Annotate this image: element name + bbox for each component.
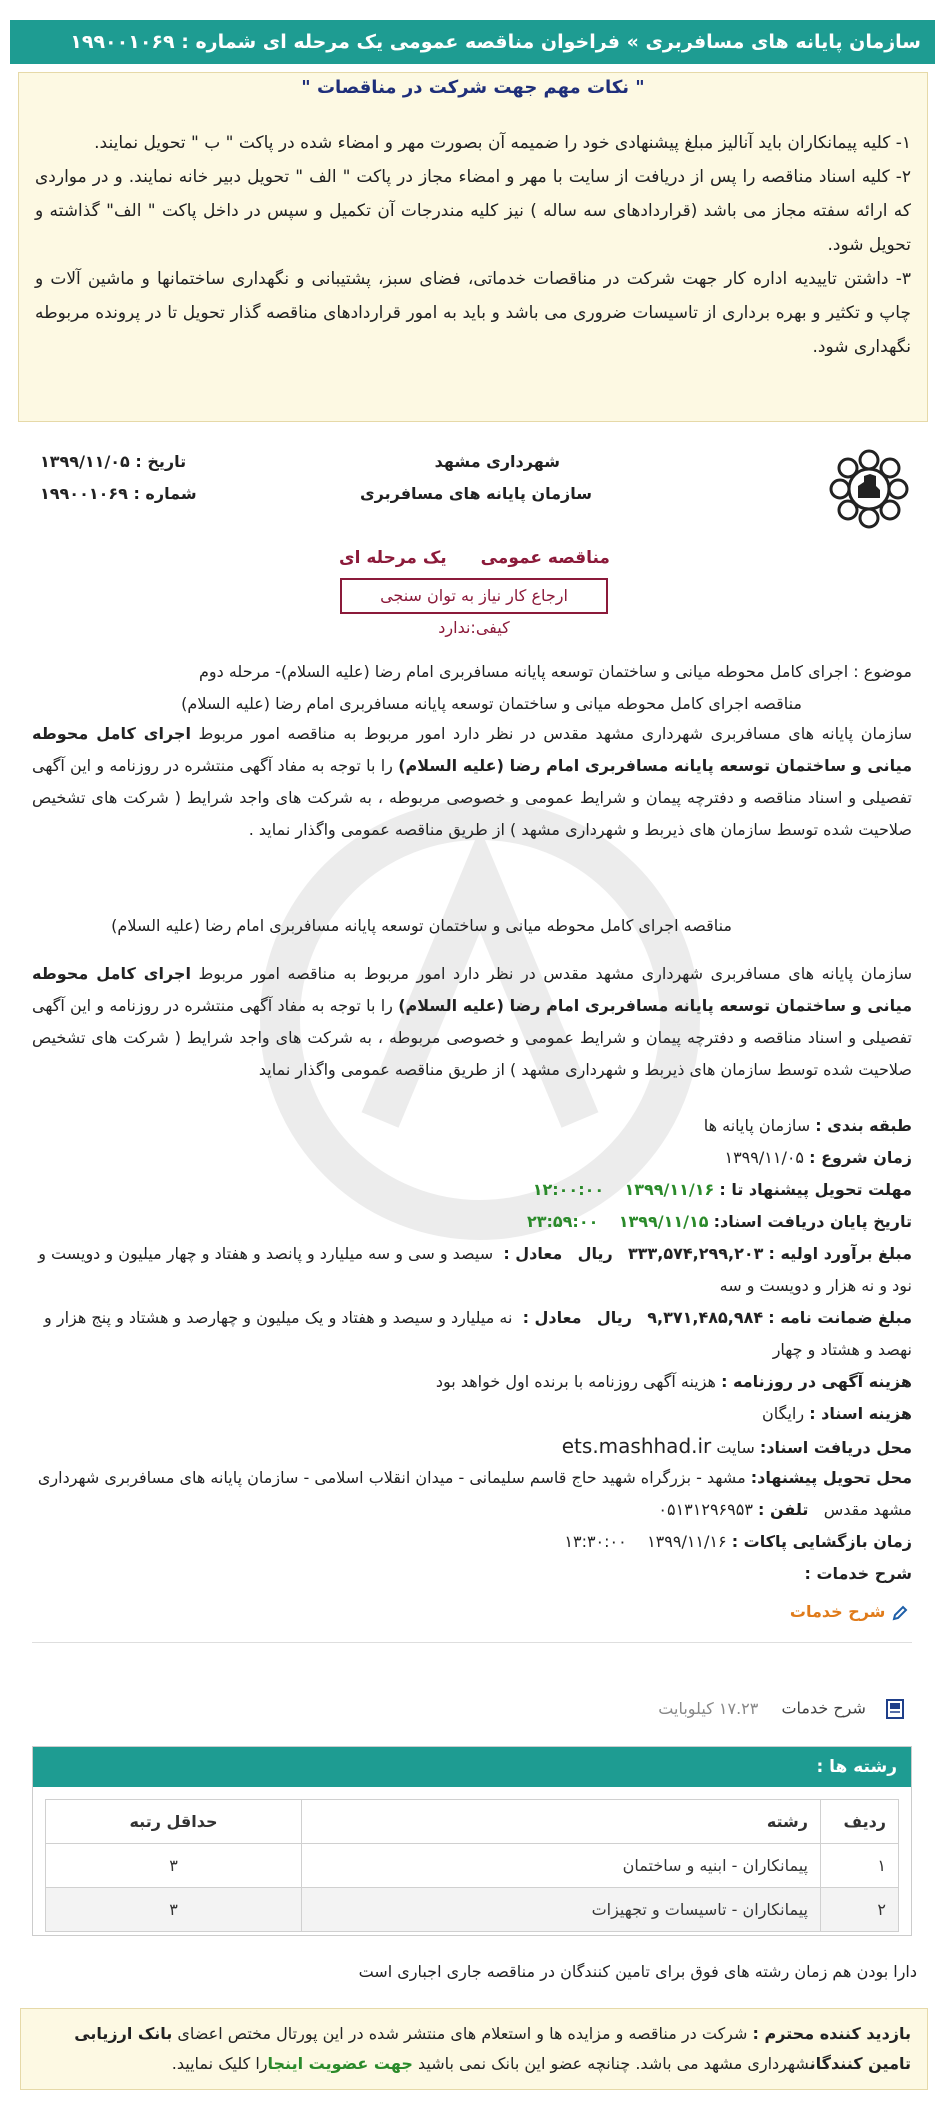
opening-date: ۱۳۹۹/۱۱/۱۶ — [647, 1532, 727, 1551]
fields-panel — [32, 1746, 912, 1936]
estimate-label: مبلغ برآورد اولیه : — [768, 1244, 912, 1263]
edit-pencil-icon — [891, 1604, 909, 1622]
deadline-label: مهلت تحویل پیشنهاد تا : — [719, 1180, 912, 1199]
subject-line: موضوع : اجرای کامل محوطه میانی و ساختمان توسعه پایانه مسافربری امام رضا (علیه السلام)- مرحله دوم — [198, 662, 912, 681]
deadline-date: ۱۳۹۹/۱۱/۱۶ — [624, 1180, 715, 1199]
guarantee-value: ۹,۳۷۱,۴۸۵,۹۸۴ — [647, 1308, 764, 1327]
deadline-row — [32, 1174, 912, 1206]
subject-para-bold: اجرای کامل محوطه میانی و ساختمان توسعه پایانه مسافربری امام رضا (علیه السلام) — [32, 724, 913, 775]
start-label: زمان شروع : — [809, 1148, 912, 1167]
subject-paragraph — [32, 718, 912, 846]
file-size-value: ۱۷.۲۳ — [718, 1698, 759, 1718]
delivery-row — [32, 1462, 912, 1526]
estimate-row — [32, 1238, 912, 1302]
doc-end-label: تاریخ پایان دریافت اسناد: — [713, 1212, 912, 1231]
fields-table — [45, 1799, 899, 1932]
file-name: شرح خدمات — [781, 1698, 866, 1718]
start-value: ۱۳۹۹/۱۱/۰۵ — [724, 1148, 805, 1167]
table-header-row — [46, 1800, 899, 1844]
guarantee-eq-label: معادل : — [522, 1308, 582, 1327]
start-row — [32, 1142, 912, 1174]
row-number: ۱ — [821, 1844, 899, 1888]
ad-cost-label: هزینه آگهی در روزنامه : — [721, 1372, 912, 1391]
table-row — [46, 1844, 899, 1888]
opening-time: ۱۳:۳۰:۰۰ — [564, 1532, 627, 1551]
ad-cost-row — [32, 1366, 912, 1398]
visitor-text-1: شرکت در مناقصه و مزایده ها و استعلام های منتشر شده در این پورتال مختص اعضای — [172, 2024, 753, 2043]
services-file[interactable] — [658, 1698, 905, 1720]
guarantee-label: مبلغ ضمانت نامه : — [768, 1308, 912, 1327]
visitor-label: بازدید کننده محترم : — [752, 2024, 911, 2043]
receive-value: سایت — [716, 1438, 755, 1457]
estimate-eq-label: معادل : — [503, 1244, 563, 1263]
second-para-start: سازمان پایانه های مسافربری شهرداری مشهد مقدس در نظر دارد امور مربوط به مناقصه امور مربوط — [190, 964, 913, 983]
fields-title: رشته ها : — [33, 1747, 911, 1787]
phone-value: ۰۵۱۳۱۲۹۶۹۵۳ — [658, 1500, 753, 1519]
header-row-number: ردیف — [821, 1800, 899, 1844]
file-size-unit: کیلوبایت — [658, 1698, 714, 1718]
doc-cost-label: هزینه اسناد : — [809, 1404, 912, 1423]
opening-row — [32, 1526, 912, 1558]
deadline-time: ۱۲:۰۰:۰۰ — [532, 1180, 605, 1199]
note-item-2: ۲- کلیه اسناد مناقصه را پس از دریافت از سایت با مهر و امضاء مجاز در پاکت " الف " تحویل دبیر خانه نمایند. و در مواردی که ارائه سفته مجاز می باشد (قراردادهای سه ساله ) نیز کلیه مندرجات آن تکمیل و سپس در داخل پاکت " الف" گذاشته و تحویل شود. — [35, 167, 911, 255]
category-label: طبقه بندی : — [815, 1116, 912, 1135]
file-size — [658, 1699, 758, 1718]
evaluation-bank-name: بانک ارزیابی تامین کنندگان — [74, 2024, 911, 2073]
row-min-grade: ۳ — [46, 1844, 302, 1888]
receive-row — [32, 1430, 912, 1464]
visitor-text-2: شهرداری مشهد می باشد. چنانچه عضو این بانک نمی باشید — [412, 2054, 810, 2073]
delivery-value: مشهد - بزرگراه شهید حاج قاسم سلیمانی - میدان انقلاب اسلامی - سازمان پایانه های مسافربری شهرداری مشهد مقدس — [37, 1468, 912, 1519]
mashhad-municipality-logo — [826, 446, 912, 532]
doc-end-date: ۱۳۹۹/۱۱/۱۵ — [618, 1212, 709, 1231]
quality-assessment-box: ارجاع کار نیاز به توان سنجی کیفی:ندارد — [340, 578, 608, 614]
header-min-grade: حداقل رتبه — [46, 1800, 302, 1844]
letterhead — [40, 440, 920, 550]
header-field: رشته — [302, 1800, 821, 1844]
municipality-name: شهرداری مشهد — [434, 452, 560, 471]
services-row — [32, 1558, 912, 1590]
doc-cost-row — [32, 1398, 912, 1430]
row-field: پیمانکاران - تاسیسات و تجهیزات — [302, 1888, 821, 1932]
subject-para-end: را با توجه به مفاد آگهی منتشره در روزنامه و این آگهی تفصیلی و اسناد مناقصه و دفترچه پیمان و شرایط عمومی و خصوصی مربوطه ، به شرکت های واجد شرایط ( شرکت های تشخیص صلاحیت شده توسط سازمان های ذیربط و شهرداری مشهد ) از طریق مناقصه عمومی واگذار نماید . — [32, 756, 912, 839]
tender-stage-label: یک مرحله ای — [339, 548, 447, 568]
estimate-value: ۳۳۳,۵۷۴,۲۹۹,۲۰۳ — [627, 1244, 764, 1263]
delivery-label: محل تحویل پیشنهاد: — [750, 1468, 912, 1487]
row-number: ۲ — [821, 1888, 899, 1932]
guarantee-words: نه میلیارد و سیصد و هفتاد و یک میلیون و چهارصد و هشتاد و پنج هزار و نهصد و هشتاد و چهار — [44, 1308, 912, 1359]
receive-site-link[interactable]: ets.mashhad.ir — [561, 1434, 712, 1458]
row-field: پیمانکاران - ابنیه و ساختمان — [302, 1844, 821, 1888]
page-title: سازمان پایانه های مسافربری » فراخوان مناقصه عمومی یک مرحله ای شماره : ۱۹۹۰۰۱۰۶۹ — [70, 31, 921, 53]
organization-name: سازمان پایانه های مسافربری — [360, 484, 592, 503]
doc-cost-value: رایگان — [762, 1404, 805, 1423]
notes-title: " نکات مهم جهت شرکت در مناقصات " — [301, 77, 645, 98]
ad-cost-value: هزینه آگهی روزنامه با برنده اول خواهد بود — [435, 1372, 716, 1391]
divider — [32, 1642, 912, 1643]
table-row — [46, 1888, 899, 1932]
category-row — [32, 1110, 912, 1142]
services-link-label: شرح خدمات — [789, 1602, 886, 1621]
guarantee-unit: ریال — [596, 1308, 632, 1327]
estimate-unit: ریال — [577, 1244, 613, 1263]
page-title-bar — [10, 20, 935, 64]
estimate-words: سیصد و سی و سه میلیارد و پانصد و هفتاد و چهار میلیون و دویست و نود و نه هزار و دویست و سه — [38, 1244, 912, 1295]
subject-subline: مناقصه اجرای کامل محوطه میانی و ساختمان توسعه پایانه مسافربری امام رضا (علیه السلام) — [181, 694, 802, 713]
services-link[interactable] — [790, 1602, 909, 1622]
document-file-icon — [885, 1698, 905, 1720]
receive-label: محل دریافت اسناد: — [759, 1438, 912, 1457]
opening-label: زمان بازگشایی پاکات : — [731, 1532, 912, 1551]
letter-date: تاریخ : ۱۳۹۹/۱۱/۰۵ — [40, 452, 187, 471]
second-paragraph — [32, 958, 912, 1086]
category-value: سازمان پایانه ها — [703, 1116, 811, 1135]
phone-label: تلفن : — [758, 1500, 809, 1519]
tender-type — [0, 548, 949, 568]
letter-number: شماره : ۱۹۹۰۰۱۰۶۹ — [40, 484, 197, 503]
doc-end-row — [32, 1206, 912, 1238]
second-title: مناقصه اجرای کامل محوطه میانی و ساختمان توسعه پایانه مسافربری امام رضا (علیه السلام) — [111, 916, 732, 935]
tender-type-label: مناقصه عمومی — [480, 548, 610, 568]
subject-para-start: سازمان پایانه های مسافربری شهرداری مشهد مقدس در نظر دارد امور مربوط به مناقصه امور مربوط — [190, 724, 913, 743]
membership-link[interactable]: جهت عضویت اینجا — [267, 2054, 413, 2073]
visitor-notice-box — [20, 2008, 928, 2090]
second-para-end: را با توجه به مفاد آگهی منتشره در روزنامه و این آگهی تفصیلی و اسناد مناقصه و دفترچه پیمان و شرایط عمومی و خصوصی مربوطه ، به شرکت های واجد شرایط ( شرکت های تشخیص صلاحیت شده توسط سازمان های ذیربط و شهرداری مشهد ) از طریق مناقصه عمومی واگذار نماید — [32, 996, 912, 1079]
note-item-3: ۳- داشتن تاییدیه اداره کار جهت شرکت در مناقصات خدماتی، فضای سبز، پشتیبانی و نگهداری ساختمانها و ماشین آلات و چاپ و تکثیر و بهره برداری از تاسیسات ضروری می باشد و باید به امور قراردادهای مناقصه گذار تحویل تا در پرونده مربوطه نگهداری شود. — [35, 269, 911, 357]
services-label: شرح خدمات : — [804, 1564, 912, 1583]
second-para-bold: اجرای کامل محوطه میانی و ساختمان توسعه پایانه مسافربری امام رضا (علیه السلام) — [32, 964, 913, 1015]
row-min-grade: ۳ — [46, 1888, 302, 1932]
visitor-text-3: را کلیک نمایید. — [171, 2054, 268, 2073]
guarantee-row — [32, 1302, 912, 1366]
fields-note: دارا بودن هم زمان رشته های فوق برای تامین کنندگان در مناقصه جاری اجباری است — [358, 1962, 917, 1981]
doc-end-time: ۲۳:۵۹:۰۰ — [526, 1212, 599, 1231]
note-item-1: ۱- کلیه پیمانکاران باید آنالیز مبلغ پیشنهادی خود را ضمیمه آن بصورت مهر و امضاء شده در پاکت " ب " تحویل نمایند. — [94, 133, 911, 153]
important-notes-box — [18, 72, 928, 422]
